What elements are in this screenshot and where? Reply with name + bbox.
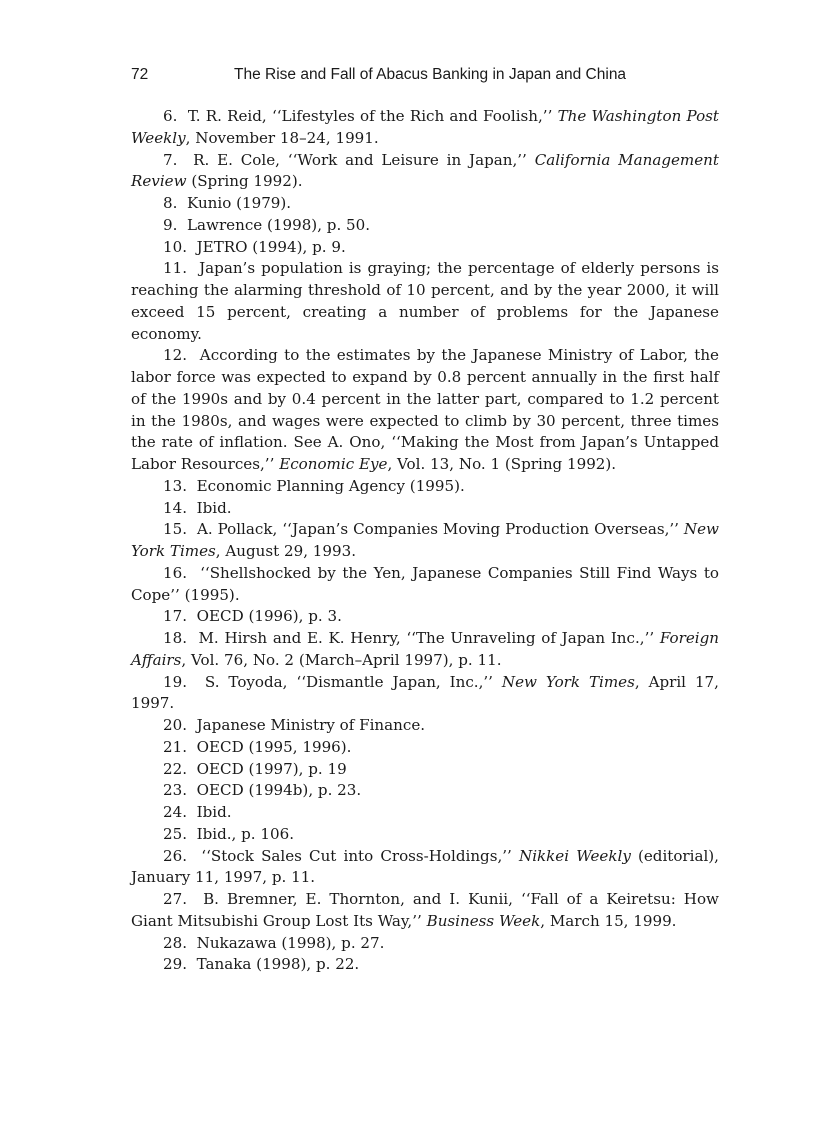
endnote-text: S. Toyoda, ‘‘Dismantle Japan, Inc.,’’ (204, 672, 502, 691)
endnote (131, 759, 719, 781)
endnote-text: (Spring 1992). (186, 172, 303, 191)
endnote (131, 606, 719, 628)
endnote (131, 150, 719, 194)
endnote (131, 954, 719, 976)
endnote-source-title: Nikkei Weekly (518, 846, 631, 865)
endnote-text: OECD (1997), p. 19 (196, 759, 347, 778)
endnote-text: , March 15, 1999. (540, 911, 677, 930)
endnote-source-title: Business Week (426, 911, 541, 930)
endnote-number: 17. (163, 607, 188, 626)
endnote-text: , Vol. 76, No. 2 (March–April 1997), p. 11. (181, 650, 502, 669)
endnote (131, 802, 719, 824)
endnote (131, 519, 719, 563)
endnote-text: OECD (1994b), p. 23. (196, 781, 362, 800)
endnote-number: 9. (163, 215, 178, 234)
endnote-number: 22. (163, 759, 188, 778)
endnote-text: T. R. Reid, ‘‘Lifestyles of the Rich and Foolish,’’ (187, 107, 558, 125)
endnote-number: 10. (163, 237, 188, 256)
endnote (131, 498, 719, 520)
endnote (131, 672, 719, 716)
endnote (131, 628, 719, 672)
endnote-number: 27. (163, 890, 188, 908)
endnote-number: 18. (163, 629, 188, 647)
endnote-number: 13. (163, 476, 188, 495)
endnote (131, 780, 719, 802)
endnote-number: 24. (163, 803, 188, 821)
endnote-text: M. Hirsh and E. K. Henry, ‘‘The Unraveling of Japan Inc.,’’ (198, 629, 660, 647)
endnote-text: , Vol. 13, No. 1 (Spring 1992). (387, 455, 617, 473)
endnote-number: 23. (163, 781, 188, 800)
endnote-text: Ibid., p. 106. (196, 824, 294, 843)
endnote-text: R. E. Cole, ‘‘Work and Leisure in Japan,’’ (193, 150, 535, 169)
endnote-text: Tanaka (1998), p. 22. (196, 955, 360, 974)
endnote-text: Japan’s population is graying; the percentage of elderly persons is reaching the alarming threshold of 10 percent, and by the year 2000, it will exceed 15 percent, creating a number of problems for the Japanese economy. (131, 259, 719, 343)
endnote-number: 12. (163, 346, 188, 365)
endnote (131, 345, 719, 476)
endnote-source-title: Foreign Affairs (131, 629, 719, 669)
endnote-text: A. Pollack, ‘‘Japan’s Companies Moving Production Overseas,’’ (196, 520, 684, 539)
endnote-source-title: Economic Eye (279, 455, 388, 473)
endnote-text: OECD (1995, 1996). (196, 737, 352, 756)
endnote-text: (editorial), January 11, 1997, p. 11. (131, 846, 719, 887)
endnote-number: 25. (163, 824, 188, 843)
endnote-text: OECD (1996), p. 3. (196, 607, 342, 626)
endnote-text: Ibid. (196, 803, 232, 821)
endnote-text: , April 17, 1997. (131, 672, 719, 713)
endnote-text: JETRO (1994), p. 9. (196, 237, 346, 256)
endnote-number: 28. (163, 933, 188, 952)
endnote-number: 19. (163, 672, 188, 691)
page-number: 72 (131, 66, 149, 83)
endnote (131, 933, 719, 955)
endnote-number: 15. (163, 520, 188, 539)
endnote-text: Lawrence (1998), p. 50. (187, 215, 371, 234)
endnote (131, 476, 719, 498)
endnote-text: , August 29, 1993. (215, 542, 357, 560)
endnote-text: ‘‘Stock Sales Cut into Cross-Holdings,’’ (201, 846, 519, 865)
endnote-text: B. Bremner, E. Thornton, and I. Kunii, ‘‘Fall of a Keiretsu: How Giant Mitsubishi Group Lost Its Way,’’ (131, 890, 719, 930)
endnote (131, 237, 719, 259)
endnote-source-title: New York Times (501, 672, 635, 691)
endnote (131, 193, 719, 215)
endnote (131, 846, 719, 890)
endnote (131, 258, 719, 345)
endnote-number: 8. (163, 194, 178, 212)
endnote-text: Japanese Ministry of Finance. (196, 716, 426, 734)
endnotes-list (131, 106, 719, 976)
endnote-number: 6. (163, 107, 178, 125)
endnote-text: ‘‘Shellshocked by the Yen, Japanese Companies Still Find Ways to Cope’’ (1995). (131, 563, 719, 604)
endnote (131, 737, 719, 759)
endnote-text: , November 18–24, 1991. (185, 128, 379, 147)
running-header (131, 63, 721, 87)
endnote-number: 14. (163, 498, 188, 517)
endnote (131, 106, 719, 150)
endnote-source-title: New York Times (131, 520, 719, 560)
endnote-number: 29. (163, 955, 188, 974)
endnote-text: Ibid. (196, 498, 232, 517)
running-title: The Rise and Fall of Abacus Banking in Japan and China (234, 66, 627, 83)
endnote-text: Kunio (1979). (187, 194, 292, 212)
endnote-source-title: The Washington Post Weekly (131, 107, 719, 147)
endnote-text: According to the estimates by the Japanese Ministry of Labor, the labor force was expected to expand by 0.8 percent annually in the first half of the 1990s and by 0.4 percent in the latter part, compared to 1.2 percent in the 1980s, and wages were expected to climb by 30 percent, three times the rate of inflation. See A. Ono, ‘‘Making the Most from Japan’s Untapped Labor Resources,’’ (131, 346, 719, 473)
endnote (131, 715, 719, 737)
endnote (131, 824, 719, 846)
endnote-number: 16. (163, 563, 188, 582)
endnote-source-title: California Management Review (131, 150, 719, 191)
endnote-number: 11. (163, 259, 188, 278)
endnote (131, 889, 719, 933)
endnote (131, 563, 719, 607)
endnote-number: 26. (163, 846, 188, 865)
endnote-number: 20. (163, 716, 188, 734)
endnote-number: 21. (163, 737, 188, 756)
endnote-text: Nukazawa (1998), p. 27. (196, 933, 385, 952)
endnote-number: 7. (163, 150, 178, 169)
endnote (131, 215, 719, 237)
endnote-text: Economic Planning Agency (1995). (196, 476, 465, 495)
